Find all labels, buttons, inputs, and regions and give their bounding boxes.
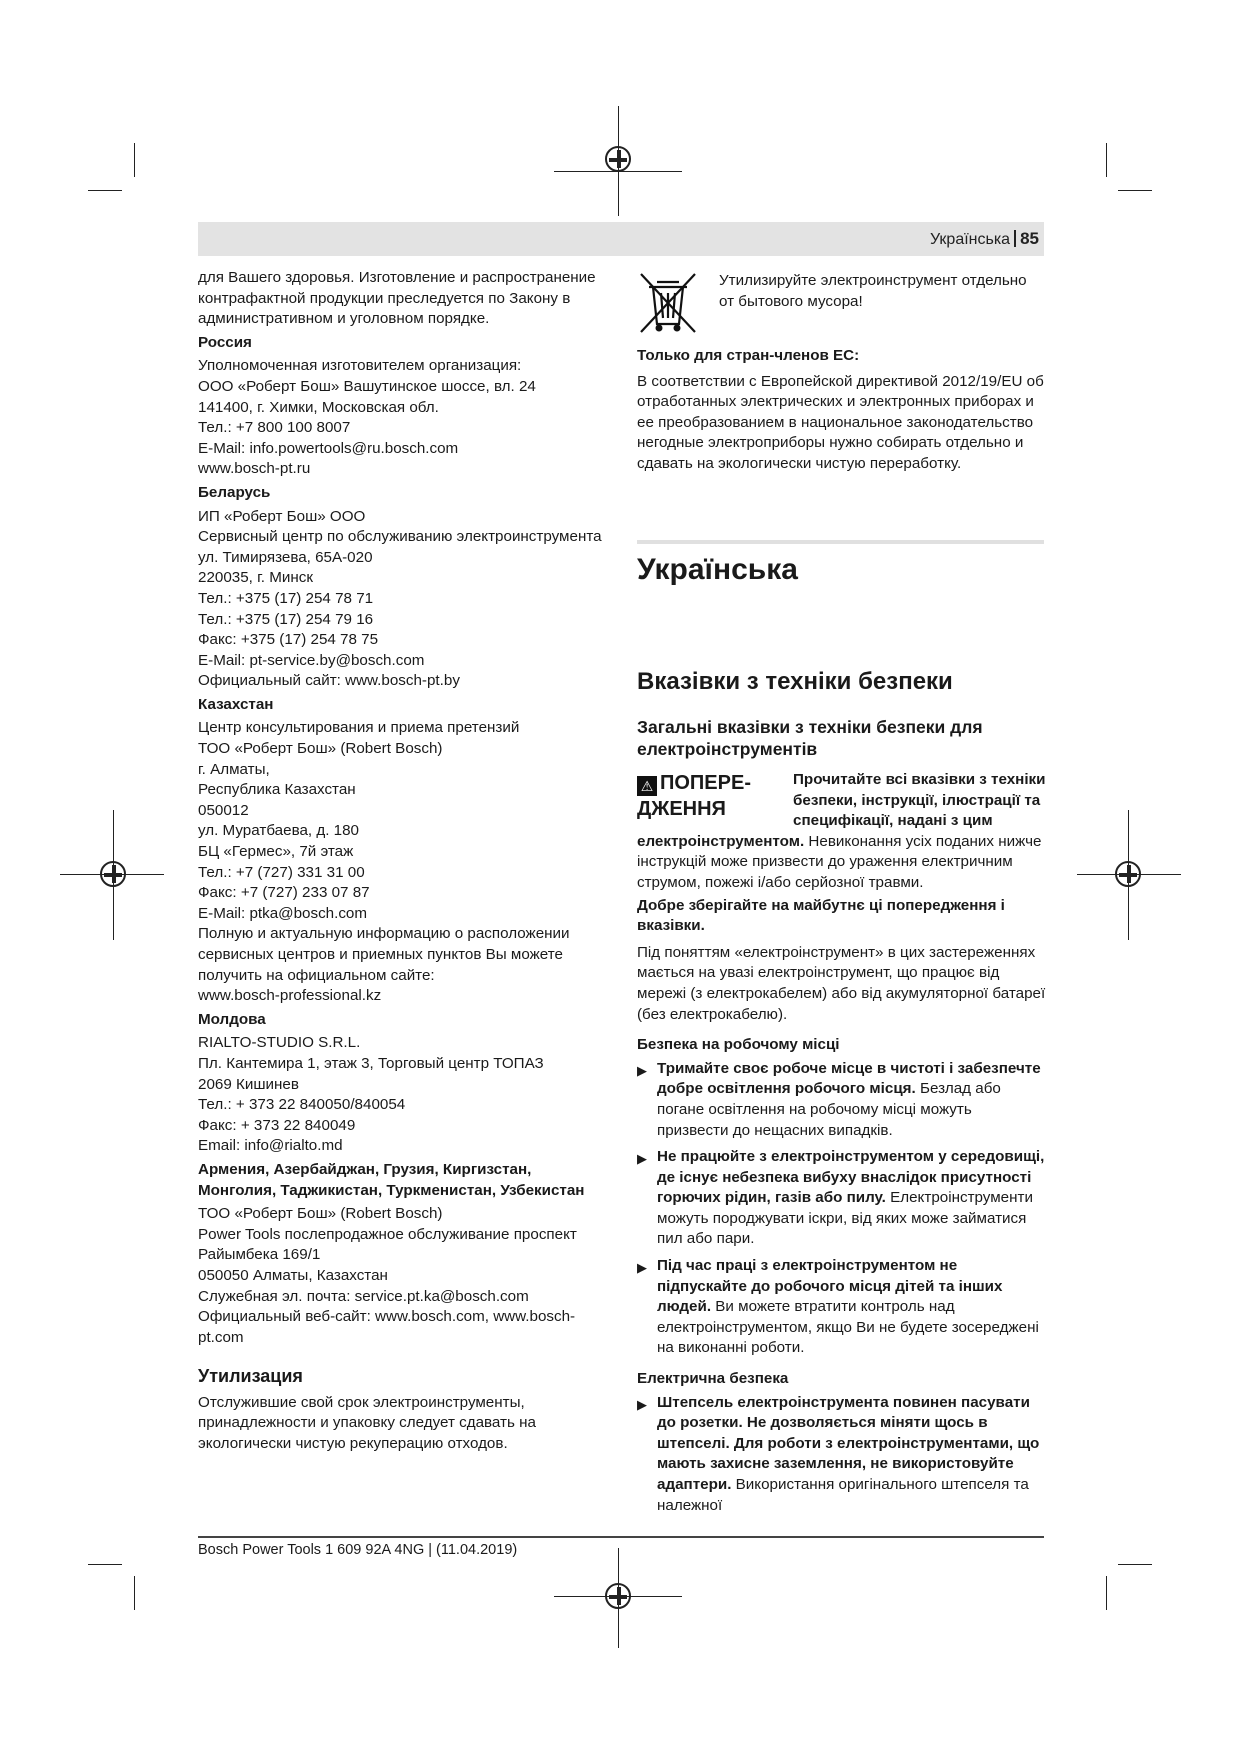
disposal-paragraph: Отслужившие свой срок электроинструменты, принадлежности и упаковку следует сдавать на экологически чистую рекуперацию отходов.	[198, 1393, 536, 1453]
warning-label-line-2: ДЖЕННЯ	[637, 798, 726, 820]
footer-rule	[198, 1536, 1044, 1538]
registration-mark-top-icon	[605, 146, 631, 172]
kazakhstan-line: БЦ «Гермес», 7й этаж	[198, 843, 354, 861]
registration-mark-bottom-icon	[605, 1583, 631, 1609]
moldova-line: RIALTO-STUDIO S.R.L.	[198, 1034, 361, 1052]
kazakhstan-line: E-Mail: ptka@bosch.com	[198, 904, 368, 922]
list-item	[637, 1393, 1047, 1517]
bullet-text: Використання оригінального штепселя та належної	[657, 1476, 1029, 1514]
warning-bold-text: Прочитайте всі вказівки з техніки безпеки, інструкції, ілюстрації та специфікації, надані з цим електроінструментом.	[637, 771, 1046, 850]
crop-mark-bottom-right-v	[1106, 1576, 1107, 1610]
central-asia-line: 050050 Алматы, Казахстан	[198, 1266, 388, 1284]
crop-mark-bottom-left-h	[88, 1564, 122, 1565]
warning-float-spacer	[637, 770, 793, 828]
central-asia-line: Райымбека 169/1	[198, 1246, 321, 1264]
bullet-text: Ви можете втратити контроль над електроінструментом, якщо Ви не будете зосереджені на виконанні роботи.	[657, 1298, 1039, 1357]
definition-paragraph: Під поняттям «електроінструмент» в цих застереженнях мається на увазі електроінструмент, що працює від мережі (з електрокабелем) або від акумуляторної батареї (без електрокабелю).	[637, 943, 1046, 1023]
kazakhstan-line: 050012	[198, 801, 249, 819]
central-asia-line: ТОО «Роберт Бош» (Robert Bosch)	[198, 1205, 443, 1223]
moldova-line: Факс: + 373 22 840049	[198, 1116, 356, 1134]
belarus-line: ИП «Роберт Бош» ООО	[198, 507, 366, 525]
keep-instructions-text: Добре зберігайте на майбутнє ці попередження і вказівки.	[637, 896, 1005, 935]
moldova-heading: Молдова	[198, 1010, 266, 1028]
central-asia-website: Официальный веб-сайт: www.bosch.com, www.bosch-pt.com	[198, 1308, 576, 1346]
bullet-bold: Не працюйте з електроінструментом у середовищі, де існує небезпека вибуху внаслідок присутності горючих рідин, газів або пилу.	[657, 1148, 1045, 1207]
crop-mark-top-right-h	[1118, 190, 1152, 191]
list-item	[637, 1147, 1047, 1250]
warning-normal-text: Невиконання усіх поданих нижче інструкцій може призвести до ураження електричним струмом, пожежі і/або серйозної травми.	[637, 832, 1042, 891]
kazakhstan-line: Республика Казахстан	[198, 781, 356, 799]
belarus-line: Факс: +375 (17) 254 78 75	[198, 631, 379, 649]
eu-paragraph: В соответствии с Европейской директивой 2012/19/EU об отработанных электрических и электронных приборах и ее преобразованием в национальное законодательство негодные электроприборы нужно собирать отдельно и сдавать на экологически чистую переработку.	[637, 372, 1044, 472]
moldova-line: 2069 Кишинев	[198, 1075, 299, 1093]
crop-mark-bottom-right-h	[1118, 1564, 1152, 1565]
kazakhstan-line: ул. Муратбаева, д. 180	[198, 822, 359, 840]
intro-paragraph: для Вашего здоровья. Изготовление и распространение контрафактной продукции преследуется по Закону в административном и уголовном порядке.	[198, 269, 596, 328]
triangle-bullet-icon: ▶	[637, 1260, 647, 1276]
bullet-text: Електроінструменти можуть породжувати іскри, від яких може займатися пил або пари.	[657, 1189, 1033, 1248]
eu-heading: Только для стран-членов ЕС:	[637, 347, 860, 364]
bullet-bold: Тримайте своє робоче місце в чистоті і забезпечте добре освітлення робочого місця.	[657, 1059, 1041, 1098]
kazakhstan-line: Факс: +7 (727) 233 07 87	[198, 884, 370, 902]
belarus-heading: Беларусь	[198, 483, 271, 501]
central-asia-heading: Армения, Азербайджан, Грузия, Киргизстан, Монголия, Таджикистан, Туркменистан, Узбекистан	[198, 1160, 585, 1199]
russia-heading: Россия	[198, 333, 252, 351]
warning-paragraph	[637, 770, 1047, 894]
warning-label-line-1: ПОПЕРЕ-	[660, 772, 751, 794]
kazakhstan-line: ТОО «Роберт Бош» (Robert Bosch)	[198, 740, 443, 758]
registration-mark-left-icon	[100, 861, 126, 887]
kazakhstan-heading: Казахстан	[198, 695, 274, 713]
triangle-bullet-icon: ▶	[637, 1396, 647, 1412]
section-rule	[637, 540, 1044, 544]
moldova-line: Email: info@rialto.md	[198, 1137, 343, 1155]
russia-line: ООО «Роберт Бош» Вашутинское шоссе, вл. 24	[198, 377, 536, 395]
russia-line: 141400, г. Химки, Московская обл.	[198, 398, 439, 416]
left-column	[198, 268, 608, 1455]
belarus-line: Тел.: +375 (17) 254 78 71	[198, 589, 374, 607]
bullet-text: Безлад або погане освітлення на робочому місці можуть призвести до нещасних випадків.	[657, 1080, 1001, 1139]
kazakhstan-paragraph: Полную и актуальную информацию о расположении сервисных центров и приемных пунктов Вы можете получить на официальном сайте:	[198, 925, 570, 984]
page-footer: Bosch Power Tools 1 609 92A 4NG | (11.04.2019)	[198, 1542, 518, 1558]
triangle-bullet-icon: ▶	[637, 1151, 647, 1167]
crop-mark-top-right-v	[1106, 143, 1107, 177]
electrical-heading: Електрична безпека	[637, 1370, 789, 1388]
central-asia-line: Power Tools послепродажное обслуживание проспект	[198, 1225, 577, 1243]
russia-line: www.bosch-pt.ru	[198, 460, 311, 478]
weee-text: Утилизируйте электроинструмент отдельно от бытового мусора!	[719, 272, 1027, 310]
header-separator	[1014, 230, 1016, 247]
eu-block	[637, 346, 1047, 475]
kazakhstan-line: Тел.: +7 (727) 331 31 00	[198, 863, 365, 881]
moldova-line: Пл. Кантемира 1, этаж 3, Торговый центр ТОПАЗ	[198, 1054, 544, 1072]
kazakhstan-line: Центр консультирования и приема претензий	[198, 719, 520, 737]
belarus-line: ул. Тимирязева, 65А-020	[198, 548, 373, 566]
russia-line: Уполномоченная изготовителем организация:	[198, 357, 522, 375]
general-heading: Загальні вказівки з техніки безпеки для електроінструментів	[637, 717, 983, 759]
registration-mark-right-icon	[1115, 861, 1141, 887]
safety-heading: Вказівки з техніки безпеки	[637, 668, 953, 695]
central-asia-line: Служебная эл. почта: service.pt.ka@bosch.com	[198, 1287, 529, 1305]
belarus-line: Тел.: +375 (17) 254 79 16	[198, 610, 374, 628]
moldova-line: Тел.: + 373 22 840050/840054	[198, 1096, 406, 1114]
page-header	[930, 229, 1039, 249]
belarus-line: Сервисный центр по обслуживанию электроинструмента	[198, 528, 602, 546]
bullet-bold: Під час праці з електроінструментом не підпускайте до робочого місця дітей та інших людей.	[657, 1257, 1003, 1316]
list-item	[637, 1256, 1047, 1359]
crop-mark-top-left-h	[88, 190, 122, 191]
crossed-out-wheelie-bin-icon	[637, 270, 699, 336]
disposal-heading: Утилизация	[198, 1366, 303, 1387]
bullet-bold: Штепсель електроінструмента повинен пасувати до розетки. Не дозволяється міняти щось в штепселі. Для роботи з електроінструментами, що мають захисне заземлення, не використовуйте адаптери.	[657, 1393, 1040, 1493]
page-number: 85	[1020, 229, 1039, 248]
belarus-line: Официальный сайт: www.bosch-pt.by	[198, 672, 460, 690]
crop-mark-bottom-left-v	[134, 1576, 135, 1610]
page-header-band	[198, 222, 1044, 256]
header-language: Українська	[929, 231, 1011, 248]
belarus-line: E-Mail: pt-service.by@bosch.com	[198, 651, 425, 669]
kazakhstan-line: г. Алматы,	[198, 760, 270, 778]
warning-text-block	[637, 770, 1047, 1522]
russia-line: Тел.: +7 800 100 8007	[198, 419, 351, 437]
crop-mark-top-left-v	[134, 143, 135, 177]
kazakhstan-website: www.bosch-professional.kz	[198, 987, 382, 1005]
triangle-bullet-icon: ▶	[637, 1062, 647, 1078]
weee-text-block	[719, 271, 1039, 312]
general-safety-block	[637, 716, 1047, 769]
list-item	[637, 1059, 1047, 1141]
warning-triangle-icon: ⚠	[637, 776, 657, 796]
belarus-line: 220035, г. Минск	[198, 569, 314, 587]
language-heading: Українська	[637, 553, 798, 586]
russia-line: E-Mail: info.powertools@ru.bosch.com	[198, 439, 459, 457]
workplace-heading: Безпека на робочому місці	[637, 1036, 840, 1054]
